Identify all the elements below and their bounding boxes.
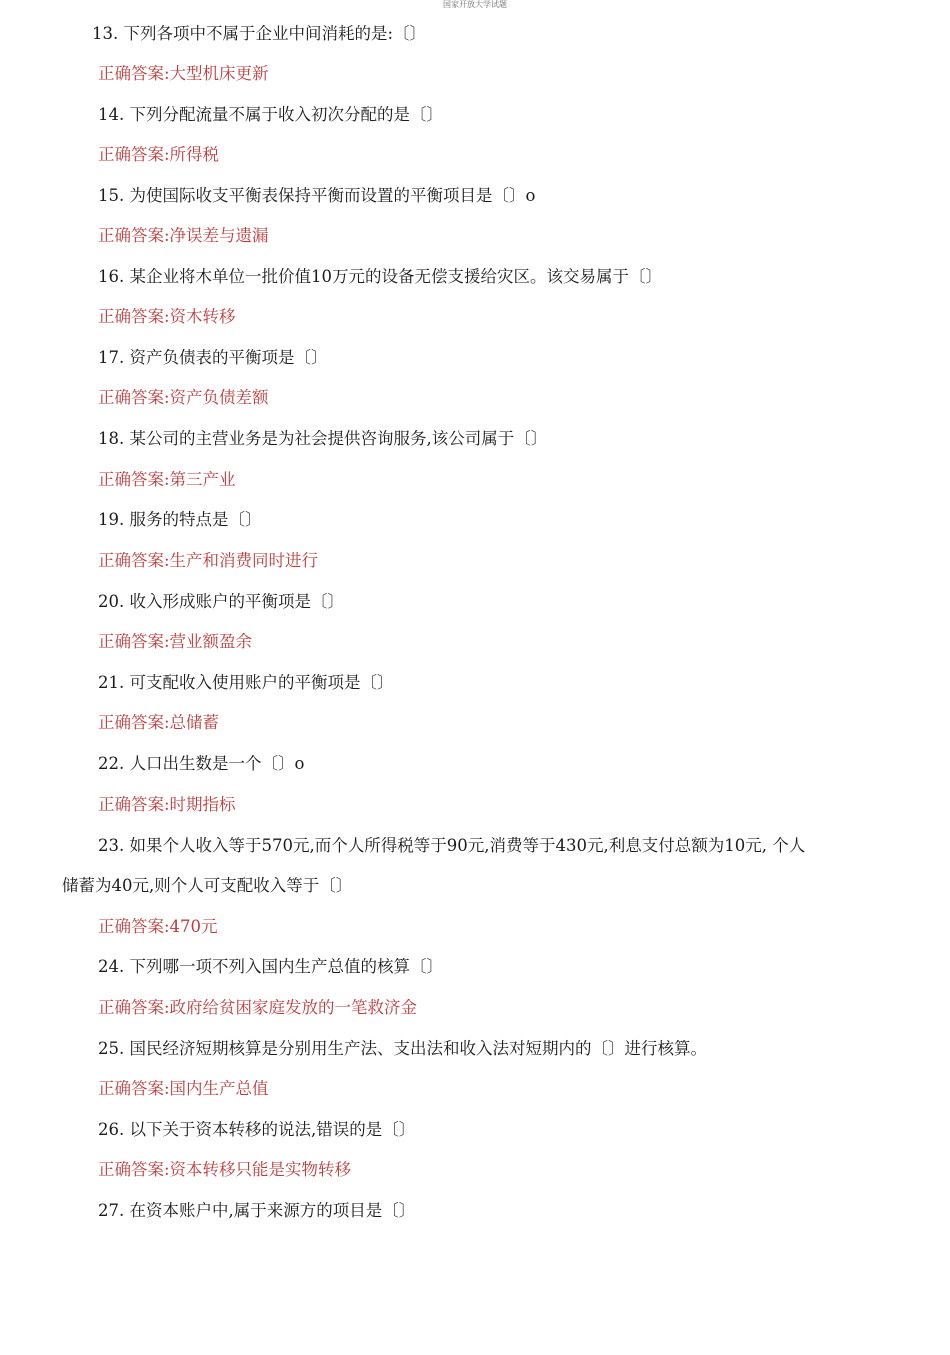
question-22: 22. 人口出生数是一个〔〕o [98,754,305,773]
answer-26: 正确答案:资本转移只能是实物转移 [98,1160,352,1179]
answer-20: 正确答案:营业额盈余 [98,632,253,651]
question-27: 27. 在资本账户中,属于来源方的项目是〔〕 [98,1201,416,1220]
answer-24: 正确答案:政府给贫困家庭发放的一笔救济金 [98,998,418,1017]
question-18: 18. 某公司的主营业务是为社会提供咨询服务,该公司属于〔〕 [98,429,548,448]
answer-14: 正确答案:所得税 [98,145,220,164]
question-15: 15. 为使国际收支平衡表保持平衡而设置的平衡项目是〔〕o [98,186,536,205]
question-20: 20. 收入形成账户的平衡项是〔〕 [98,592,344,611]
answer-18: 正确答案:第三产业 [98,470,236,489]
question-16: 16. 某企业将木单位一批价值10万元的设备无偿支援给灾区。该交易属于〔〕 [98,267,662,286]
question-14: 14. 下列分配流量不属于收入初次分配的是〔〕 [98,105,443,124]
question-13: 13. 下列各项中不属于企业中间消耗的是:〔〕 [92,24,427,43]
question-19: 19. 服务的特点是〔〕 [98,510,262,529]
question-23: 23. 如果个人收入等于570元,而个人所得税等于90元,消费等于430元,利息支付总额为10元, 个人 [98,836,806,855]
question-26: 26. 以下关于资本转移的说法,错误的是〔〕 [98,1120,416,1139]
question-21: 21. 可支配收入使用账户的平衡项是〔〕 [98,673,394,692]
answer-13: 正确答案:大型机床更新 [98,64,269,83]
question-25: 25. 国民经济短期核算是分别用生产法、支出法和收入法对短期内的〔〕进行核算。 [98,1039,707,1058]
answer-22: 正确答案:时期指标 [98,795,236,814]
answer-23: 正确答案:470元 [98,917,218,936]
answer-21: 正确答案:总储蓄 [98,713,220,732]
question-23-continued: 储蓄为40元,则个人可支配收入等于〔〕 [62,876,353,895]
page-header: 国家开放大学试题 [443,0,507,9]
question-17: 17. 资产负债表的平衡项是〔〕 [98,348,328,367]
answer-15: 正确答案:净误差与遗漏 [98,226,269,245]
question-24: 24. 下列哪一项不列入国内生产总值的核算〔〕 [98,957,443,976]
answer-17: 正确答案:资产负债差额 [98,388,269,407]
answer-25: 正确答案:国内生产总值 [98,1079,269,1098]
answer-19: 正确答案:生产和消费同时进行 [98,551,319,570]
answer-16: 正确答案:资木转移 [98,307,236,326]
